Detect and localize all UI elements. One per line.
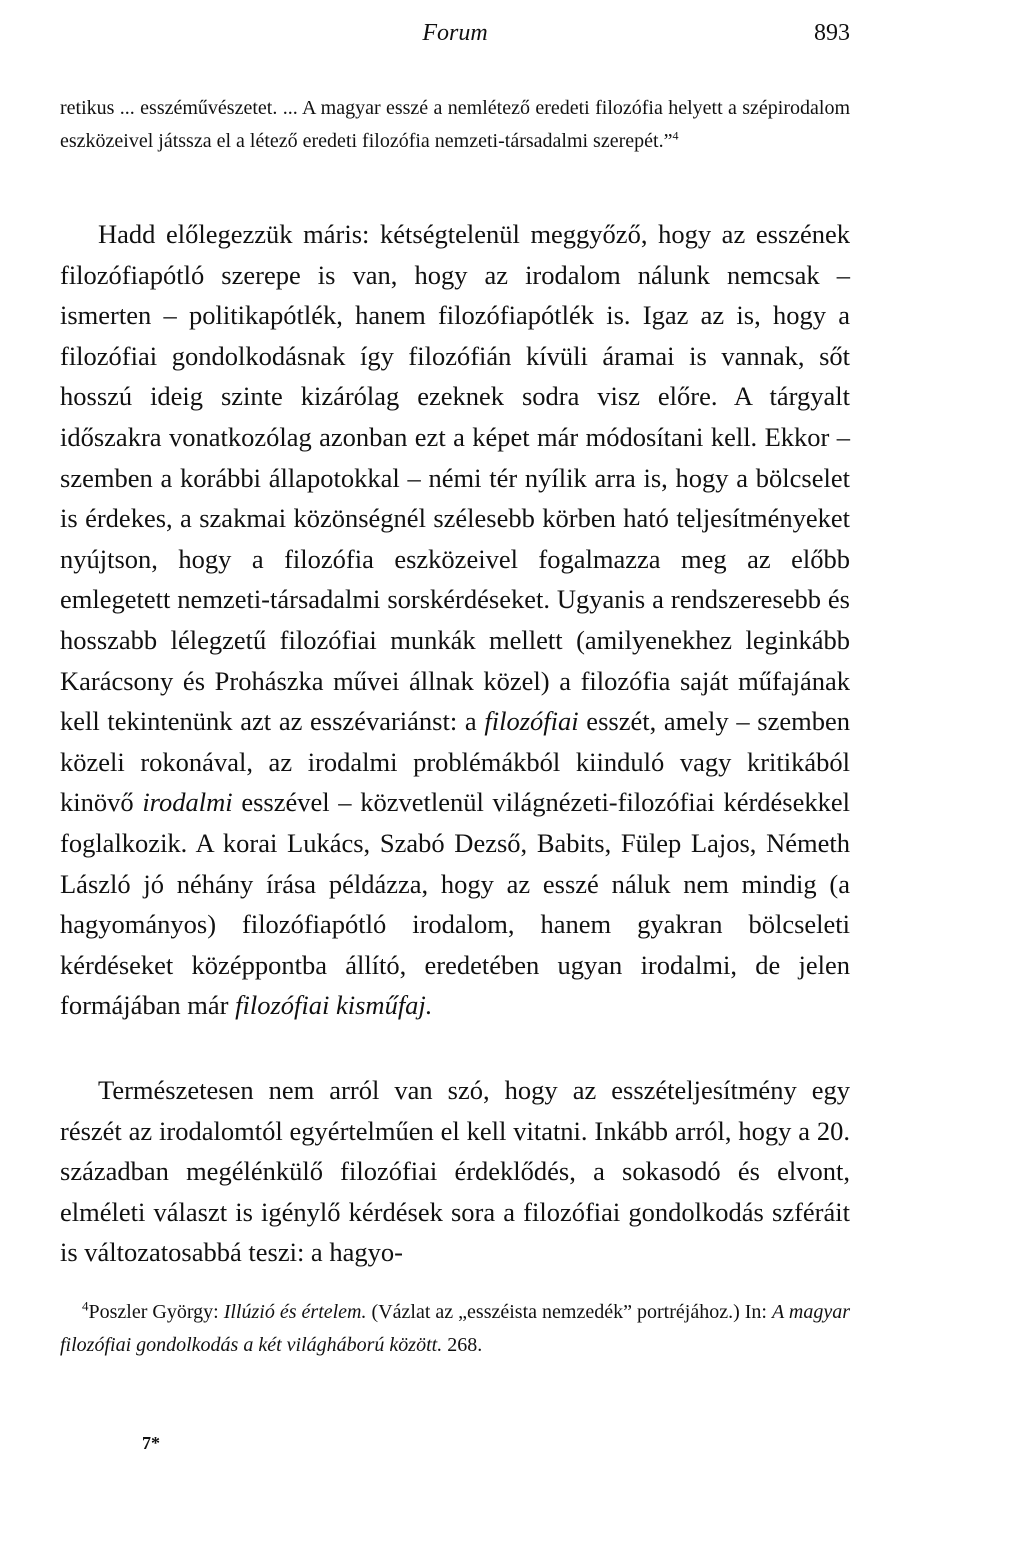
emphasis-kismufaj: filozófiai kisműfaj. (235, 990, 433, 1021)
running-title: Forum (422, 20, 488, 46)
paragraph-text: Természetesen nem arról van szó, hogy az esszételjesítmény egy részét az irodalomtól egyértelműen el kell vitatni. Inkább arról, hogy a 20. században megélénkülő filozófiai érdeklődés, a sokasodó és elvont, elméleti választ is igénylő kérdések sora a filozófiai gondolkodás szféráit is változatosabbá teszi: a hagyo- (60, 1075, 850, 1268)
footnote-number: 4 (82, 1298, 89, 1314)
footnote-text: 268. (442, 1334, 483, 1356)
quotation-text: retikus ... esszéművészetet. ... A magyar esszé a nemlétező eredeti filozófia helyett a szépirodalom eszközeivel játssza el a létező eredeti filozófia nemzeti-társadalmi szerepét.” (60, 97, 850, 152)
page-header (60, 20, 850, 52)
footnote-book-title: Illúzió és értelem. (223, 1301, 367, 1323)
page-number: 893 (814, 20, 850, 46)
paragraph-text: esszével – közvetlenül világnézeti-filozófiai kérdésekkel foglalkozik. A korai Lukács, Szabó Dezső, Babits, Fülep Lajos, Németh László jó néhány írása példázza, hogy az esszé náluk nem mindig (a hagyományos) filozófiapótló irodalom, hanem gyakran bölcseleti kérdéseket középpontba állító, eredetében ugyan irodalmi, de jelen formájában már (60, 787, 850, 1021)
footnote-text: (Vázlat az „esszéista nemzedék” portréjához.) In: (366, 1301, 772, 1323)
emphasis-irodalmi: irodalmi (142, 787, 233, 818)
quotation-block (60, 92, 850, 158)
body-paragraph-1 (60, 214, 850, 1026)
printer-signature-mark: 7* (142, 1433, 160, 1453)
footnote-reference: 4 (672, 128, 679, 143)
footnote-collection-title: A magyar filozófiai gondolkodás a két világháború között. (60, 1301, 850, 1356)
emphasis-filozofiai: filozófiai (484, 706, 579, 737)
body-paragraph-2 (60, 1070, 850, 1273)
footnote (60, 1296, 850, 1362)
paragraph-text: esszét, amely – szemben közeli rokonával, az irodalmi problémákból kiinduló vagy kritikából kinövő (60, 706, 850, 818)
footnote-text: Poszler György: (88, 1301, 224, 1323)
paragraph-text: Hadd előlegezzük máris: kétségtelenül meggyőző, hogy az esszének filozófiapótló szerepe is van, hogy az irodalom nálunk nemcsak – ismerten – politikapótlék, hanem filozófiapótlék is. Igaz az is, hogy a filozófiai gondolkodásnak így filozófián kívüli áramai is vannak, sőt hosszú ideig szinte kizárólag ezeknek sodra visz előre. A tárgyalt időszakra vonatkozólag azonban ezt a képet már módosítani kell. Ekkor – szemben a korábbi állapotokkal – némi tér nyílik arra is, hogy a bölcselet is érdekes, a szakmai közönségnél szélesebb körben ható teljesítményeket nyújtson, hogy a filozófia eszközeivel fogalmazza meg az előbb emlegetett nemzeti-társadalmi sorskérdéseket. Ugyanis a rendszeresebb és hosszabb lélegzetű filozófiai munkák mellett (amilyenekhez leginkább Karácsony és Prohászka művei állnak közel) a filozófia saját műfajának kell tekintenünk azt az esszévariánst: a (60, 219, 850, 737)
